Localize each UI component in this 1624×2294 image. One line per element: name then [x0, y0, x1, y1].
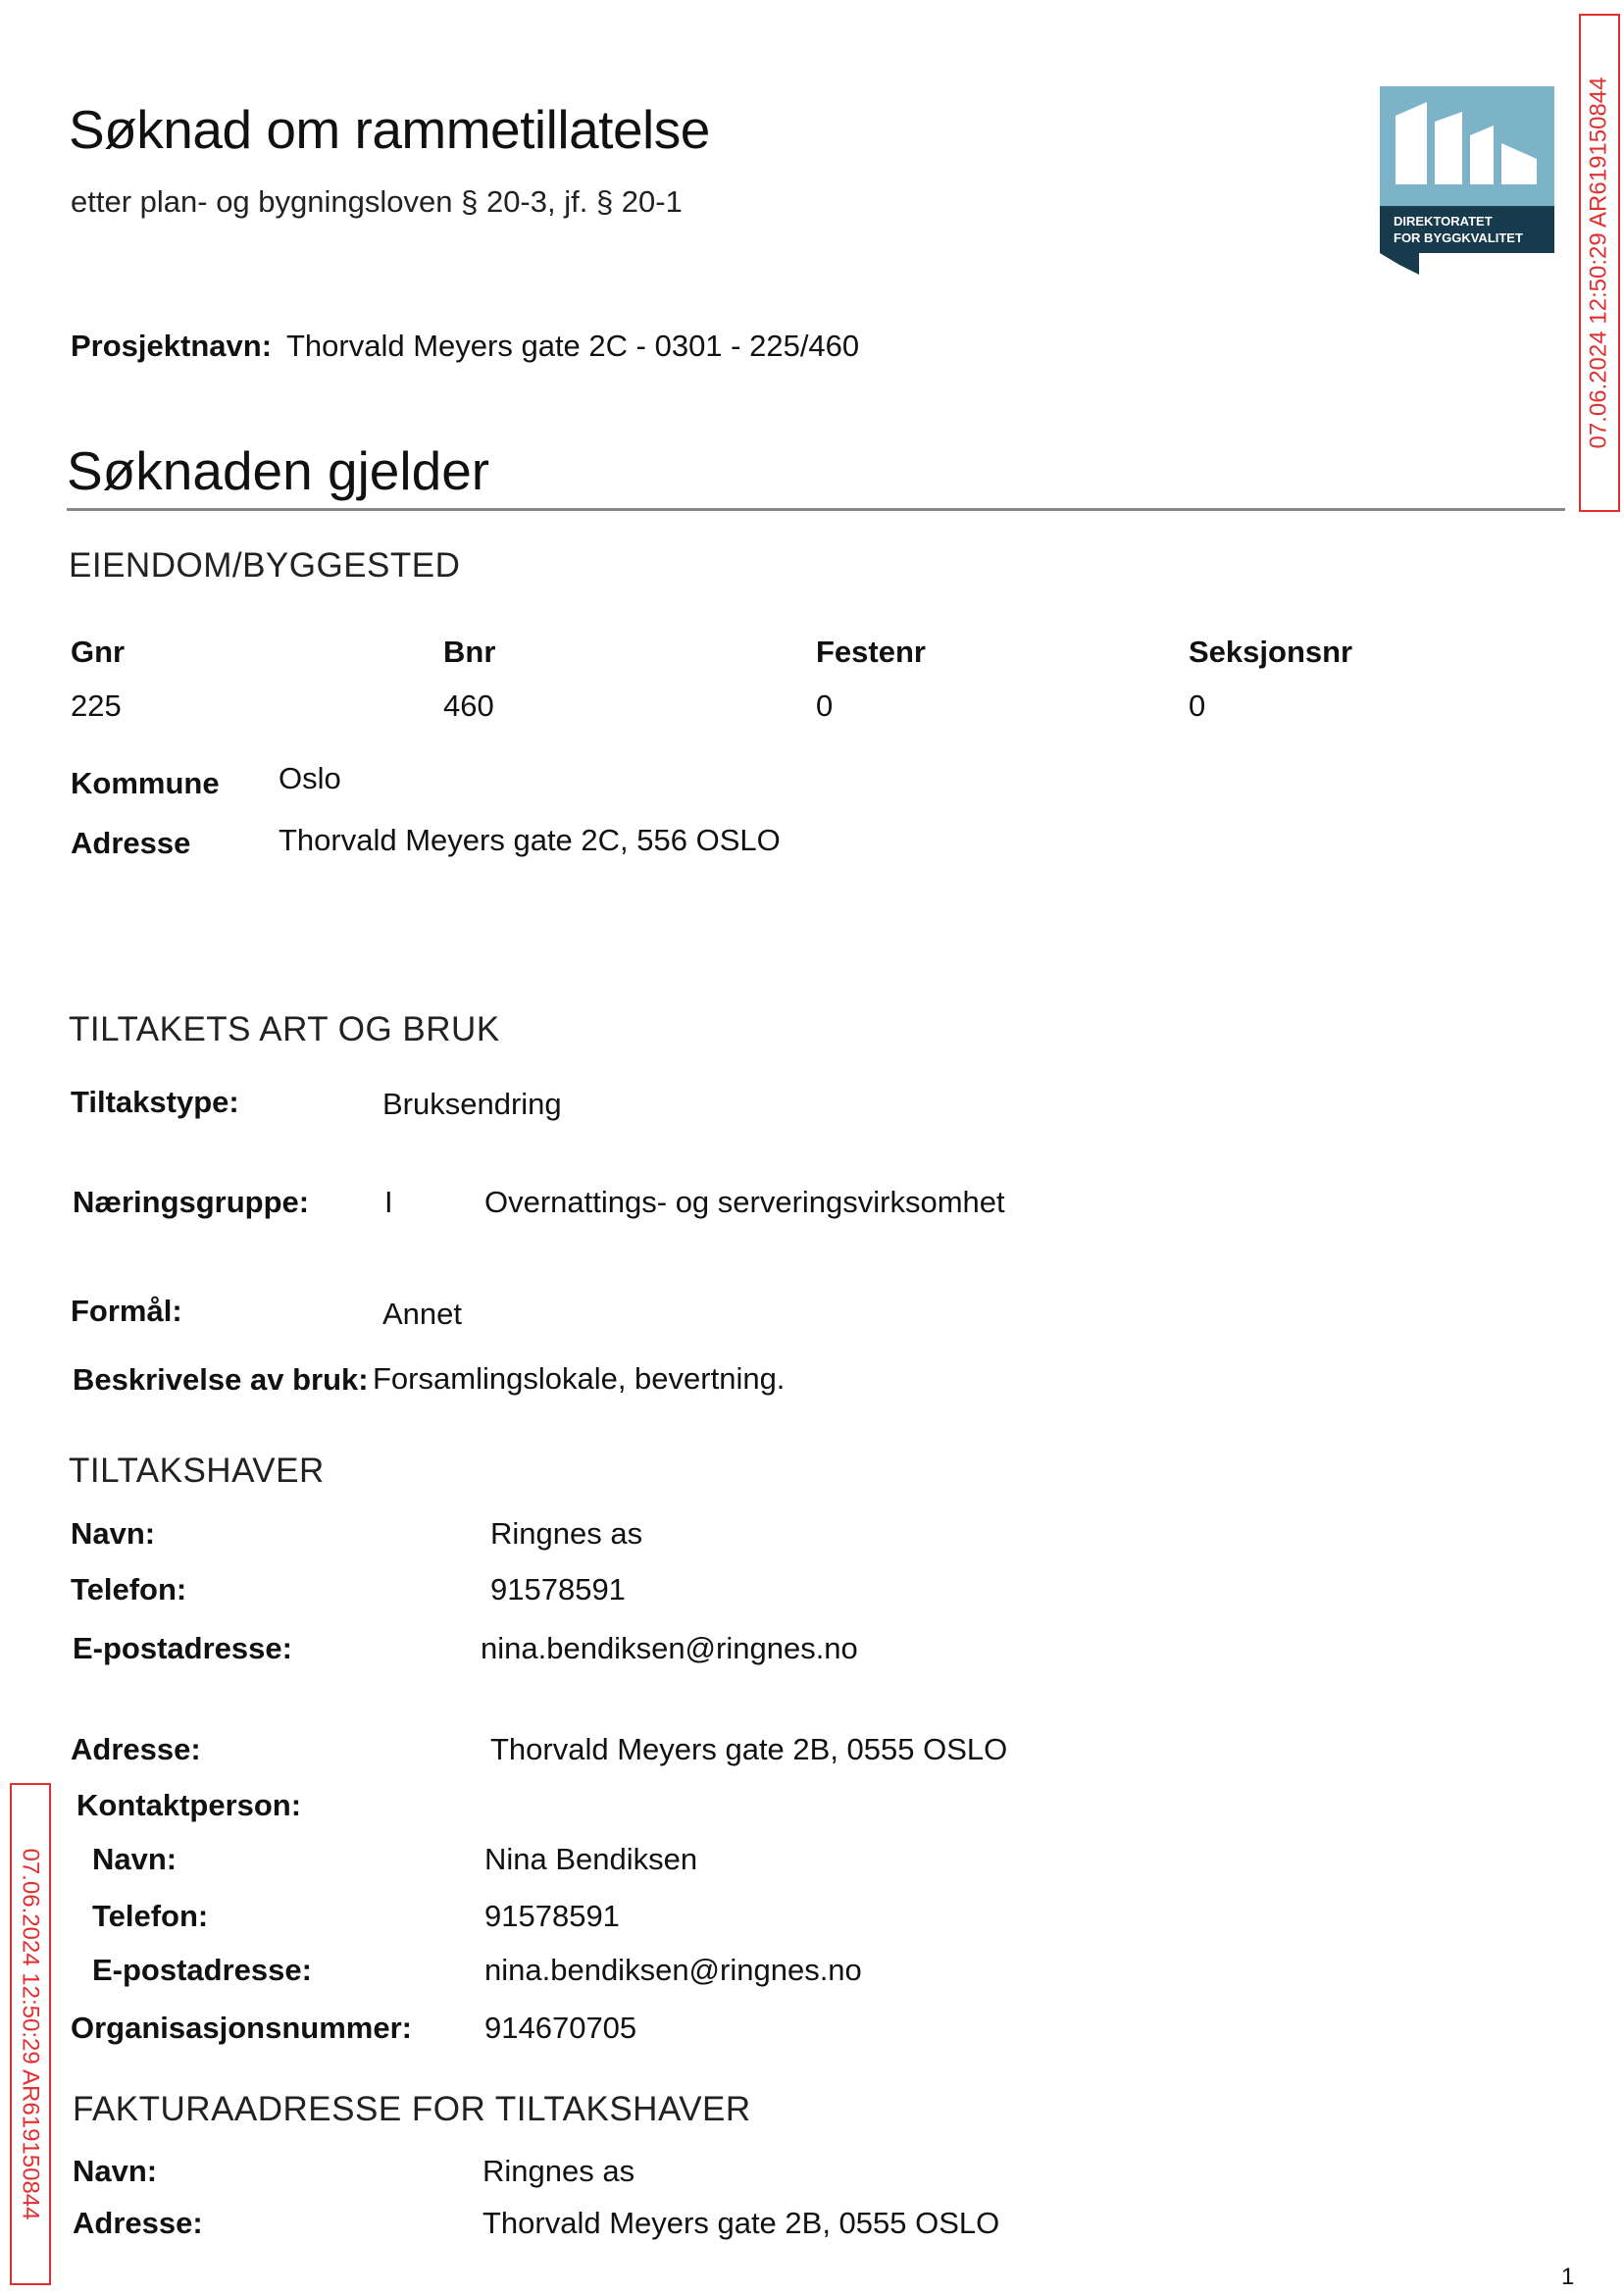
tiltakstype-label: Tiltakstype:: [71, 1085, 239, 1119]
tiltakstype-value: Bruksendring: [382, 1087, 562, 1121]
logo-line2: FOR BYGGKVALITET: [1394, 230, 1523, 245]
kontakt-telefon-label: Telefon:: [92, 1899, 209, 1933]
dibk-logo-icon: [1380, 86, 1554, 275]
tiltakshaver-navn-label: Navn:: [71, 1516, 156, 1551]
gnr-header: Gnr: [71, 635, 126, 669]
tiltakshaver-adresse-label: Adresse:: [71, 1732, 201, 1766]
page-title: Søknad om rammetillatelse: [69, 99, 710, 160]
kontakt-navn-label: Navn:: [92, 1842, 178, 1876]
festenr-value: 0: [816, 688, 834, 723]
orgnr-value: 914670705: [484, 2011, 637, 2045]
festenr-header: Festenr: [816, 635, 926, 669]
orgnr-label: Organisasjonsnummer:: [71, 2011, 412, 2045]
naeringsgruppe-label: Næringsgruppe:: [73, 1185, 310, 1219]
naeringsgruppe-code: I: [384, 1185, 393, 1219]
kontakt-telefon-value: 91578591: [484, 1899, 620, 1933]
faktura-adresse-value: Thorvald Meyers gate 2B, 0555 OSLO: [482, 2206, 1000, 2240]
tiltakshaver-telefon-value: 91578591: [490, 1572, 626, 1606]
property-heading: EIENDOM/BYGGESTED: [69, 546, 461, 585]
seksjonsnr-header: Seksjonsnr: [1189, 635, 1353, 669]
formal-label: Formål:: [71, 1294, 182, 1328]
gnr-value: 225: [71, 688, 122, 723]
bnr-header: Bnr: [443, 635, 496, 669]
stamp-text: 07.06.2024 12:50:29 AR619150844: [18, 1848, 44, 2220]
kommune-value: Oslo: [279, 761, 341, 795]
seksjonsnr-value: 0: [1189, 688, 1206, 723]
kontakt-navn-value: Nina Bendiksen: [484, 1842, 698, 1876]
faktura-adresse-label: Adresse:: [73, 2206, 203, 2240]
section-title: Søknaden gjelder: [67, 440, 490, 501]
bnr-value: 460: [443, 688, 494, 723]
dibk-logo: [1380, 86, 1554, 275]
project-name-value: Thorvald Meyers gate 2C - 0301 - 225/460: [286, 329, 860, 363]
adresse-value: Thorvald Meyers gate 2C, 556 OSLO: [279, 823, 781, 857]
page-subtitle: etter plan- og bygningsloven § 20-3, jf. § 20-1: [71, 184, 683, 219]
project-name-label: Prosjektnavn:: [71, 329, 273, 363]
kommune-label: Kommune: [71, 766, 220, 800]
logo-line1: DIREKTORATET: [1394, 214, 1493, 229]
stamp-text: 07.06.2024 12:50:29 AR619150844: [1586, 76, 1612, 449]
kontakt-epost-label: E-postadresse:: [92, 1953, 312, 1987]
tiltakshaver-navn-value: Ringnes as: [490, 1516, 643, 1551]
received-stamp-top: [1579, 14, 1620, 512]
section-divider: [67, 508, 1565, 511]
tiltakshaver-telefon-label: Telefon:: [71, 1572, 187, 1606]
naeringsgruppe-value: Overnattings- og serveringsvirksomhet: [484, 1185, 1005, 1219]
adresse-label: Adresse: [71, 826, 191, 860]
tiltakshaver-epost-value: nina.bendiksen@ringnes.no: [481, 1631, 858, 1665]
tiltakshaver-heading: TILTAKSHAVER: [69, 1452, 325, 1490]
beskrivelse-value: Forsamlingslokale, bevertning.: [373, 1361, 786, 1396]
formal-value: Annet: [382, 1297, 463, 1331]
tiltakshaver-adresse-value: Thorvald Meyers gate 2B, 0555 OSLO: [490, 1732, 1008, 1766]
faktura-navn-value: Ringnes as: [482, 2154, 635, 2188]
faktura-heading: FAKTURAADRESSE FOR TILTAKSHAVER: [73, 2090, 751, 2128]
kontakt-epost-value: nina.bendiksen@ringnes.no: [484, 1953, 862, 1987]
received-stamp-bottom: [10, 1783, 51, 2285]
kontaktperson-label: Kontaktperson:: [76, 1788, 302, 1822]
faktura-navn-label: Navn:: [73, 2154, 158, 2188]
beskrivelse-label: Beskrivelse av bruk:: [73, 1362, 369, 1397]
tiltak-heading: TILTAKETS ART OG BRUK: [69, 1010, 500, 1048]
page-number: 1: [1561, 2264, 1575, 2290]
tiltakshaver-epost-label: E-postadresse:: [73, 1631, 292, 1665]
